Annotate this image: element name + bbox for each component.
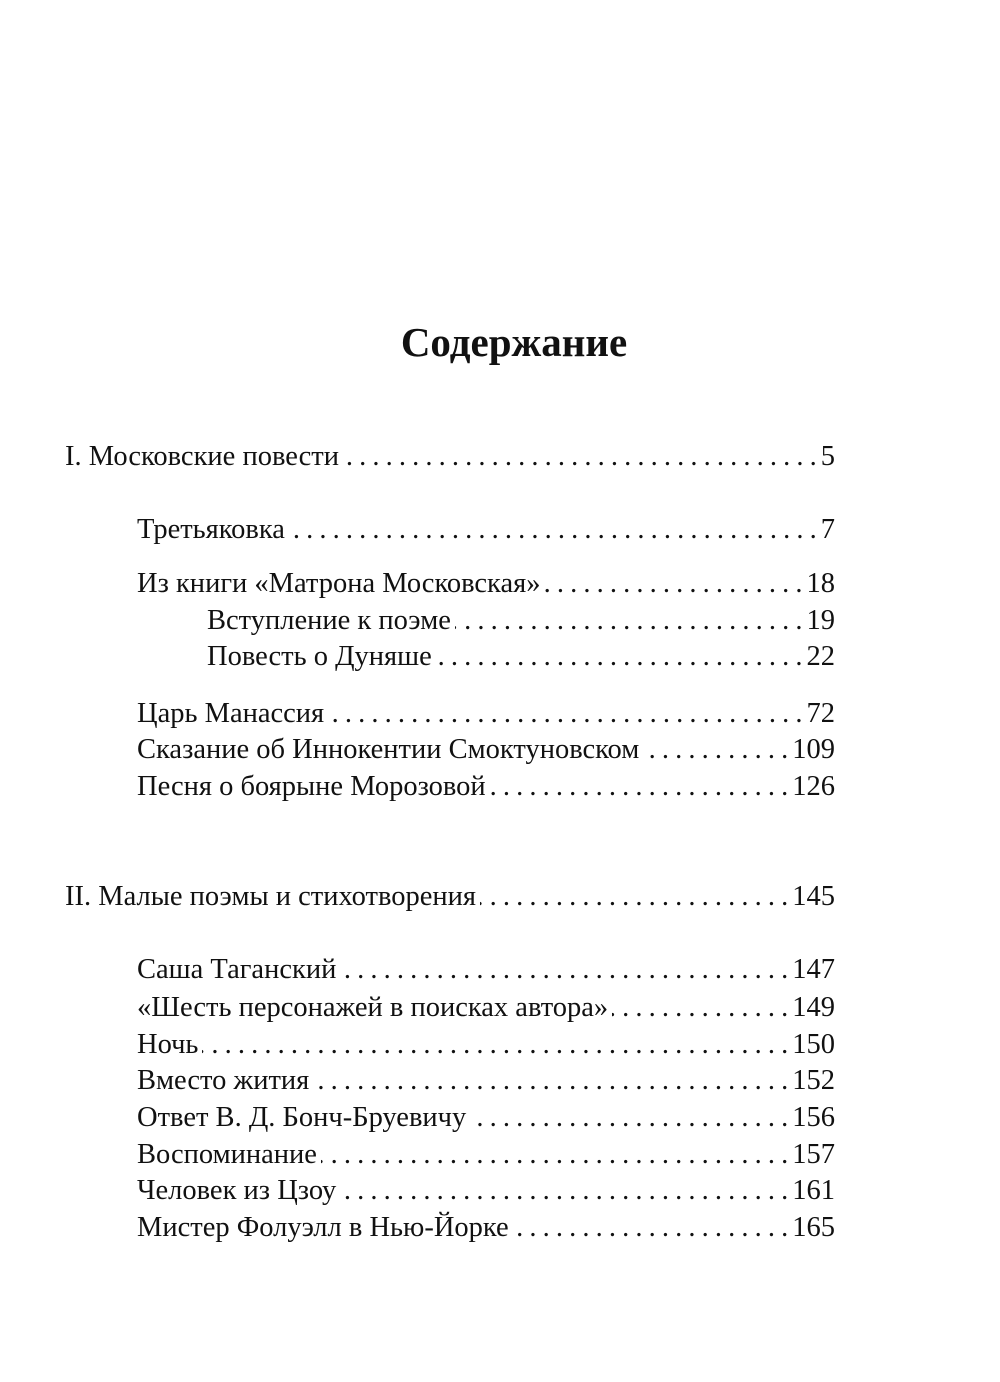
dot-leader (490, 769, 789, 805)
entry-label: Из книги «Матрона Московская» (137, 568, 541, 599)
entry-label: Царь Манассия (137, 698, 325, 729)
dot-leader (436, 639, 803, 675)
entry-page: 126 (792, 771, 835, 802)
entry-page: 72 (806, 698, 835, 729)
toc-entry (137, 952, 835, 988)
entry-page: 149 (792, 992, 835, 1023)
toc-subentry (207, 603, 835, 639)
toc-entry (137, 512, 835, 548)
entry-page: 109 (792, 734, 835, 765)
entry-page: 7 (820, 514, 835, 545)
entry-page: 22 (806, 641, 835, 672)
page-title: Содержание (400, 319, 628, 365)
entry-label: II. Малые поэмы и стихотворения (65, 881, 477, 912)
entry-page: 157 (792, 1139, 835, 1170)
entry-page: 161 (792, 1175, 835, 1206)
entry-page: 147 (792, 954, 835, 985)
toc-entry (137, 1210, 835, 1246)
toc-entry (137, 1063, 835, 1099)
toc-entry (137, 1173, 835, 1209)
entry-label: Сказание об Иннокентии Смоктуновском (137, 734, 640, 765)
entry-page: 156 (792, 1102, 835, 1133)
toc-entry (137, 732, 835, 768)
dot-leader (202, 1027, 788, 1063)
dot-leader (343, 439, 817, 475)
entry-label: Ночь (137, 1029, 199, 1060)
toc-entry (137, 1137, 835, 1173)
dot-leader (340, 952, 788, 988)
toc-section-entry (65, 439, 835, 475)
entry-page: 150 (792, 1029, 835, 1060)
entry-label: «Шесть персонажей в поисках автора» (137, 992, 609, 1023)
entry-label: Вступление к поэме (207, 605, 451, 636)
toc-entry (137, 566, 835, 602)
toc-subentry (207, 639, 835, 675)
entry-label: Песня о боярыне Морозовой (137, 771, 486, 802)
dot-leader (480, 879, 788, 915)
entry-label: Мистер Фолуэлл в Нью-Йорке (137, 1212, 509, 1243)
toc-entry (137, 769, 835, 805)
entry-page: 5 (820, 441, 835, 472)
entry-label: Повесть о Дуняше (207, 641, 432, 672)
toc-entry (137, 1100, 835, 1136)
dot-leader (455, 603, 803, 639)
dot-leader (289, 512, 817, 548)
toc-entry (137, 990, 835, 1026)
dot-leader (513, 1210, 789, 1246)
entry-label: Третьяковка (137, 514, 285, 545)
toc-entry (137, 1027, 835, 1063)
entry-page: 152 (792, 1065, 835, 1096)
dot-leader (321, 1137, 788, 1173)
dot-leader (340, 1173, 788, 1209)
entry-label: Вместо жития (137, 1065, 310, 1096)
entry-label: Воспоминание (137, 1139, 317, 1170)
dot-leader (612, 990, 788, 1026)
entry-label: Человек из Цзоу (137, 1175, 337, 1206)
entry-page: 19 (806, 605, 835, 636)
entry-page: 145 (792, 881, 835, 912)
dot-leader (643, 732, 788, 768)
dot-leader (470, 1100, 788, 1136)
dot-leader (544, 566, 802, 602)
toc-entry (137, 696, 835, 732)
entry-label: Саша Таганский (137, 954, 337, 985)
entry-page: 18 (806, 568, 835, 599)
dot-leader (313, 1063, 788, 1099)
entry-label: I. Московские повести (65, 441, 339, 472)
toc-section-entry (65, 879, 835, 915)
entry-label: Ответ В. Д. Бонч-Бруевичу (137, 1102, 467, 1133)
dot-leader (328, 696, 802, 732)
entry-page: 165 (792, 1212, 835, 1243)
